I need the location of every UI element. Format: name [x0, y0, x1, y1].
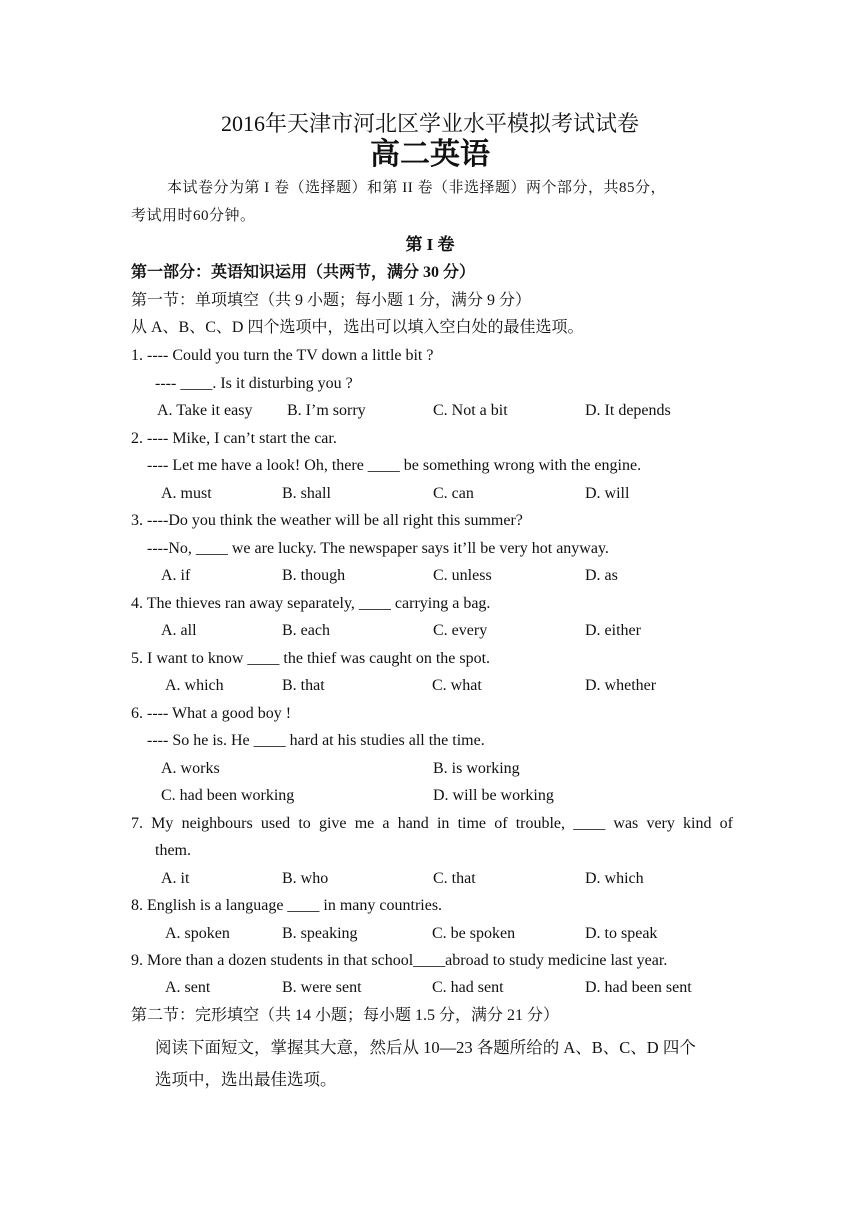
question-5-option-b: B. that	[282, 677, 325, 694]
question-5-option-c: C. what	[432, 677, 482, 694]
section2-instruction-line-2: 选项中，选出最佳选项。	[155, 1070, 337, 1089]
exam-title: 2016年天津市河北区学业水平模拟考试试卷	[220, 111, 639, 136]
question-5-option-d: D. whether	[585, 677, 657, 694]
question-9-option-b: B. were sent	[282, 979, 362, 996]
question-3-option-d: D. as	[585, 567, 618, 584]
question-8-option-b: B. speaking	[282, 925, 358, 942]
question-5-stem: 5. I want to know ____ the thief was caught on the spot.	[131, 650, 491, 667]
question-6-option-c: C. had been working	[161, 787, 295, 804]
question-1-reply: ---- ____. Is it disturbing you ?	[155, 375, 353, 392]
question-3-option-c: C. unless	[433, 567, 492, 584]
question-2-option-c: C. can	[433, 485, 474, 502]
question-8-stem: 8. English is a language ____ in many countries.	[131, 897, 443, 914]
question-9-option-d: D. had been sent	[585, 979, 692, 996]
exam-subject: 高二英语	[370, 137, 490, 172]
question-7-stem-continued: them.	[155, 842, 191, 859]
question-2-option-b: B. shall	[282, 485, 331, 502]
question-1-option-c: C. Not a bit	[433, 402, 508, 419]
question-6-option-b: B. is working	[433, 760, 520, 777]
question-1-option-b: B. I’m sorry	[287, 402, 366, 419]
section1-instruction: 从 A、B、C、D 四个选项中，选出可以填入空白处的最佳选项。	[131, 319, 584, 336]
intro-line-2: 考试用时60分钟。	[131, 208, 256, 224]
question-6-reply: ---- So he is. He ____ hard at his studies all the time.	[147, 732, 485, 749]
section2-instruction-line-1: 阅读下面短文，掌握其大意，然后从 10—23 各题所给的 A、B、C、D 四个	[155, 1038, 696, 1057]
question-1-option-d: D. It depends	[585, 402, 671, 419]
question-1-stem: 1. ---- Could you turn the TV down a little bit ?	[131, 347, 434, 364]
question-3-reply: ----No, ____ we are lucky. The newspaper says it’ll be very hot anyway.	[147, 540, 609, 557]
question-4-option-b: B. each	[282, 622, 330, 639]
question-6-option-a: A. works	[161, 760, 220, 777]
question-8-option-c: C. be spoken	[432, 925, 516, 942]
question-9-option-a: A. sent	[165, 979, 211, 996]
section2-heading: 第二节：完形填空（共 14 小题；每小题 1.5 分，满分 21 分）	[131, 1007, 560, 1024]
question-8-option-d: D. to speak	[585, 925, 658, 942]
question-6-stem: 6. ---- What a good boy !	[131, 705, 292, 722]
question-2-stem: 2. ---- Mike, I can’t start the car.	[131, 430, 337, 447]
question-1-option-a: A. Take it easy	[157, 402, 253, 419]
question-9-stem: 9. More than a dozen students in that school____abroad to study medicine last year.	[131, 952, 668, 969]
question-7-option-b: B. who	[282, 870, 329, 887]
question-7-stem: 7. My neighbours used to give me a hand in time of trouble, ____ was very kind of	[131, 815, 733, 832]
question-6-option-d: D. will be working	[433, 787, 554, 804]
question-4-option-c: C. every	[433, 622, 488, 639]
question-3-stem: 3. ----Do you think the weather will be all right this summer?	[131, 512, 523, 529]
section1-heading: 第一节：单项填空（共 9 小题；每小题 1 分，满分 9 分）	[131, 292, 532, 309]
intro-line-1: 本试卷分为第 I 卷（选择题）和第 II 卷（非选择题）两个部分，共85分，	[167, 180, 666, 196]
part1-heading: 第一部分：英语知识运用（共两节，满分 30 分）	[131, 264, 476, 281]
question-5-option-a: A. which	[165, 677, 224, 694]
question-2-reply: ---- Let me have a look! Oh, there ____ be something wrong with the engine.	[147, 457, 642, 474]
question-8-option-a: A. spoken	[165, 925, 230, 942]
question-4-stem: 4. The thieves ran away separately, ____ carrying a bag.	[131, 595, 491, 612]
question-9-option-c: C. had sent	[432, 979, 504, 996]
volume-heading: 第 I 卷	[405, 235, 455, 254]
question-3-option-b: B. though	[282, 567, 346, 584]
question-7-option-a: A. it	[161, 870, 190, 887]
question-2-option-d: D. will	[585, 485, 630, 502]
question-3-option-a: A. if	[161, 567, 191, 584]
question-7-option-c: C. that	[433, 870, 476, 887]
question-4-option-a: A. all	[161, 622, 197, 639]
question-7-option-d: D. which	[585, 870, 644, 887]
question-2-option-a: A. must	[161, 485, 212, 502]
question-4-option-d: D. either	[585, 622, 641, 639]
